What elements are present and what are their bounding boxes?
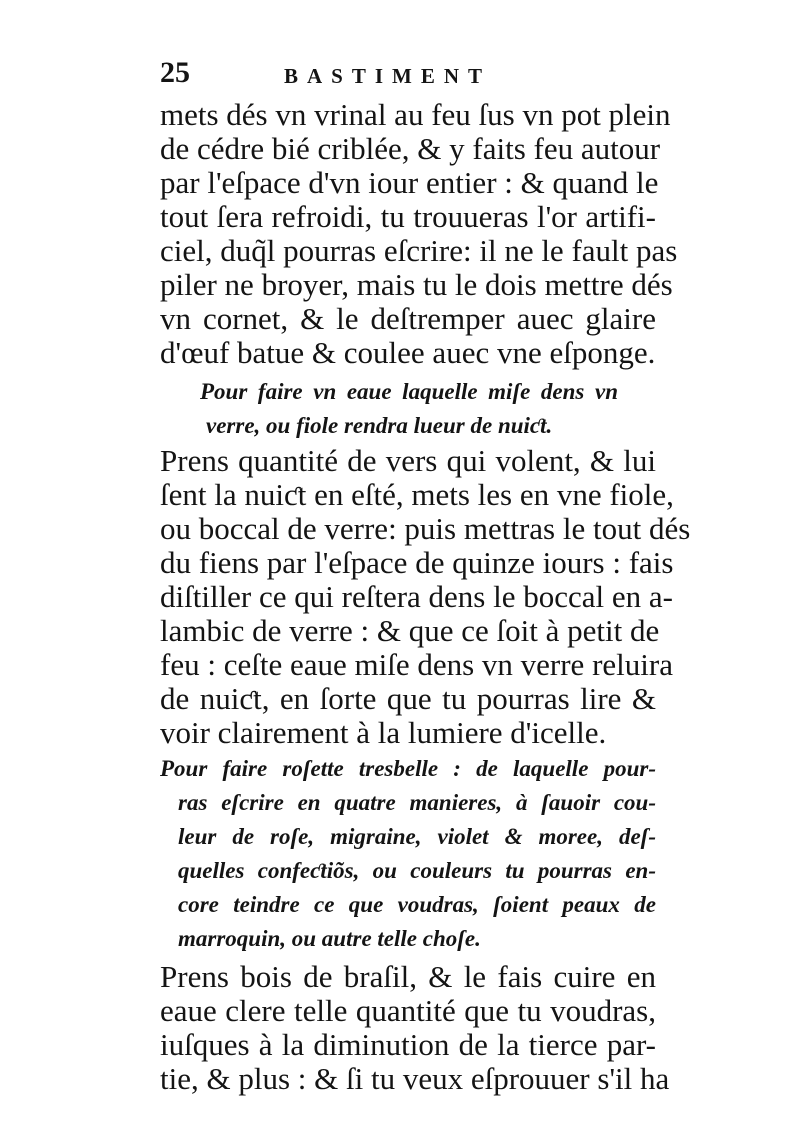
text-line: vn cornet, & le deſtremper auec glaire — [160, 301, 656, 336]
text-line: du fiens par l'eſpace de quinze iours : fais — [160, 545, 674, 580]
text-line: par l'eſpace d'vn iour entier : & quand le — [160, 165, 659, 200]
page-number: 25 — [160, 56, 190, 89]
text-line: feu : ceſte eaue miſe dens vn verre reluira — [160, 647, 673, 682]
section-heading-line: quelles confeƈtiõs, ou couleurs tu pourras en- — [178, 858, 656, 883]
section-heading-line: Pour faire roſette tresbelle : de laquelle pour- — [160, 756, 656, 781]
page-header — [160, 56, 660, 96]
text-line: de cédre bié criblée, & y faits feu autour — [160, 131, 661, 166]
text-line: Prens quantité de vers qui volent, & lui — [160, 443, 656, 478]
text-line: ou boccal de verre: puis mettras le tout dés — [160, 511, 691, 546]
text-line: d'œuf batue & coulee auec vne eſponge. — [160, 335, 656, 370]
text-line: lambic de verre : & que ce ſoit à petit de — [160, 613, 660, 648]
section-heading-line: ras eſcrire en quatre manieres, à ſauoir cou- — [178, 790, 656, 815]
section-heading-line: Pour faire vn eaue laquelle miſe dens vn — [200, 379, 618, 404]
section-heading-line: leur de roſe, migraine, violet & moree, deſ- — [178, 824, 656, 849]
text-line: ciel, duq̃l pourras eſcrire: il ne le fault pas — [160, 233, 678, 268]
section-heading-line: marroquin, ou autre telle choſe. — [178, 926, 481, 951]
text-line: iuſques à la diminution de la tierce par- — [160, 1027, 656, 1062]
section-heading-line: verre, ou fiole rendra lueur de nuiƈt. — [206, 413, 553, 438]
section-heading-line: core teindre ce que voudras, ſoient peaux de — [178, 892, 656, 917]
text-line: ſent la nuiƈt en eſté, mets les en vne fiole, — [160, 477, 674, 512]
text-line: voir clairement à la lumiere d'icelle. — [160, 715, 607, 750]
text-line: mets dés vn vrinal au feu ſus vn pot plein — [160, 97, 671, 132]
running-head: BASTIMENT — [284, 64, 492, 88]
text-line: Prens bois de braſil, & le fais cuire en — [160, 959, 656, 994]
text-line: piler ne broyer, mais tu le dois mettre dés — [160, 267, 673, 302]
text-line: de nuiƈt, en ſorte que tu pourras lire & — [160, 681, 656, 716]
text-line: tie, & plus : & ſi tu veux eſprouuer s'il ha — [160, 1061, 670, 1096]
text-line: eaue clere telle quantité que tu voudras, — [160, 993, 656, 1028]
text-line: tout ſera refroidi, tu trouueras l'or artifi- — [160, 199, 656, 234]
text-line: diſtiller ce qui reſtera dens le boccal en a- — [160, 579, 673, 614]
